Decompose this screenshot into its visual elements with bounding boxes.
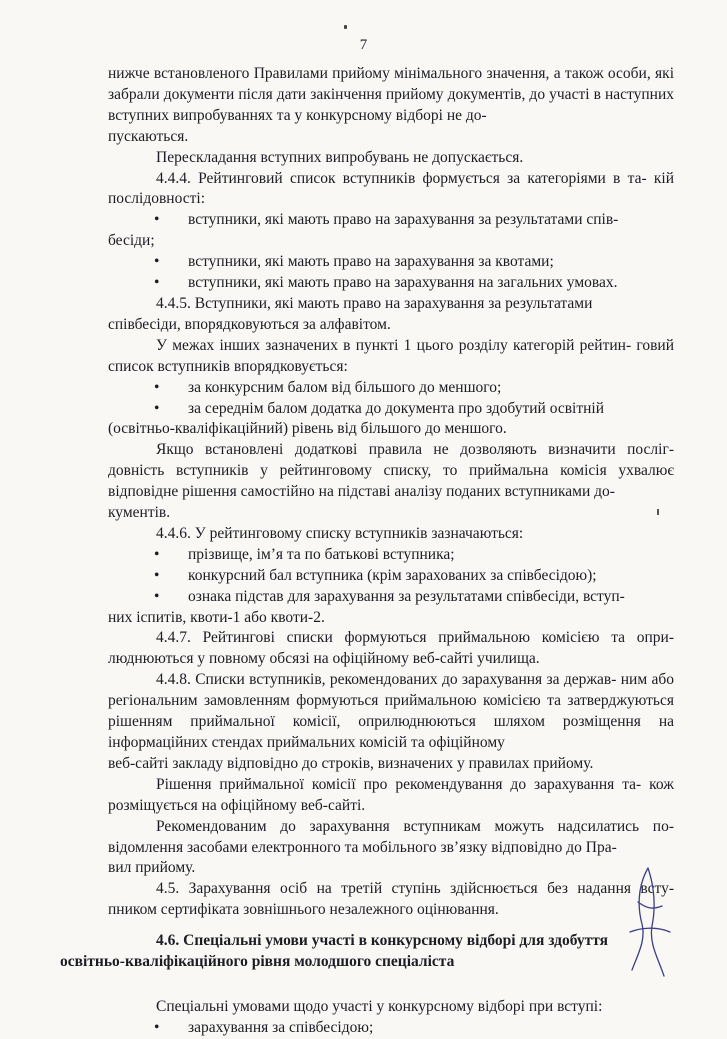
document-body: [60, 64, 675, 1039]
paragraph: У межах інших зазначених в пункті 1 цього розділу категорій рейтин- говий список вступників впорядковується:: [108, 336, 675, 375]
bullet-icon: •: [154, 566, 160, 584]
scan-speck: [344, 25, 347, 29]
paragraph: 4.5. Зарахування осіб на третій ступінь здійснюється без надання всту- пником сертифіката зовнішнього незалежного оцінювання.: [108, 880, 674, 919]
list-item: • прізвище, ім’я та по батькові вступника;: [108, 545, 674, 566]
bullet-icon: •: [154, 378, 160, 396]
bullet-icon: •: [154, 274, 160, 292]
list-item: • ознака підстав для зарахування за результатами співбесіди, вступ-: [108, 587, 674, 608]
paragraph: Рішення приймальної комісії про рекомендування до зарахування та- кож розміщується на офіційному веб-сайті.: [108, 775, 674, 814]
bullet-icon: •: [154, 1018, 160, 1036]
paragraph: Якщо встановлені додаткові правила не дозволяють визначити посліг- довність вступників у рейтинговому списку, то приймальна комісія ухвалює відповідне рішення самостійно на підставі аналізу поданих вступниками до- кументів.: [108, 441, 674, 522]
page-number: 7: [359, 37, 368, 53]
bullet-icon: •: [154, 587, 160, 605]
bullet-icon: •: [154, 545, 160, 563]
list-item: • вступники, які мають право на зарахування за результатами спів-: [108, 210, 674, 231]
paragraph: Перескладання вступних випробувань не допускається.: [156, 148, 524, 166]
list-item: • за конкурсним балом від більшого до меншого;: [108, 378, 674, 399]
list-item: • вступники, які мають право на зарахування за квотами;: [108, 252, 674, 273]
paragraph: Рекомендованим до зарахування вступникам можуть надсилатись по- відомлення засобами електронного та мобільного зв’язку відповідно до Пра- вил прийому.: [108, 817, 674, 877]
list-item-continuation: бесіди;: [108, 232, 155, 250]
paragraph: Спеціальні умовами щодо участі у конкурсному відборі при вступі:: [156, 997, 603, 1015]
list-item-continuation: них іспитів, квоти-1 або квоти-2.: [108, 608, 325, 626]
paragraph: 4.4.6. У рейтинговому списку вступників зазначаються:: [156, 524, 524, 542]
paragraph: 4.4.4. Рейтинговий список вступників формується за категоріями в та- кій послідовності:: [108, 169, 674, 208]
paragraph: нижче встановленого Правилами прийому мінімального значення, а також особи, які забрали документи після дати закінчення прийому документів, до участі в наступних вступних випробуваннях та у конкурсному відборі не до- пускаються.: [108, 65, 675, 145]
list-item: • за середнім балом додатка до документа про здобутий освітній: [108, 399, 674, 420]
list-item: • вступники, які мають право на зарахування на загальних умовах.: [108, 273, 674, 294]
paragraph: 4.4.7. Рейтингові списки формуються приймальною комісією та опри- люднюються у повному обсязі на офіційному веб-сайті училища.: [108, 629, 674, 668]
bullet-icon: •: [154, 399, 160, 417]
paragraph: 4.4.8. Списки вступників, рекомендованих до зарахування за держав- ним або регіональним замовленням формуються приймальною комісією та затверджуються рішенням приймальної комісії, оприлюднюються шляхом розміщення на інформаційних стендах приймальних комісій та офіційному веб-сайті закладу відповідно до строків, визначених у правилах прийому.: [108, 671, 675, 772]
list-item: • конкурсний бал вступника (крім зарахованих за співбесідою);: [108, 566, 674, 587]
bullet-icon: •: [154, 211, 160, 229]
bullet-icon: •: [154, 253, 160, 271]
list-item: • зарахування за співбесідою;: [108, 1018, 674, 1039]
section-heading: 4.6. Спеціальні умови участі в конкурсному відборі для здобуття освітньо-кваліфікаційного рівня молодшого спеціаліста: [60, 932, 609, 971]
list-item-continuation: (освітньо-кваліфікаційний) рівень від більшого до меншого.: [108, 420, 507, 438]
paragraph: 4.4.5. Вступники, які мають право на зарахування за результатами співбесіди, впорядковуються за алфавітом.: [108, 294, 593, 333]
signature-icon: [618, 862, 678, 982]
